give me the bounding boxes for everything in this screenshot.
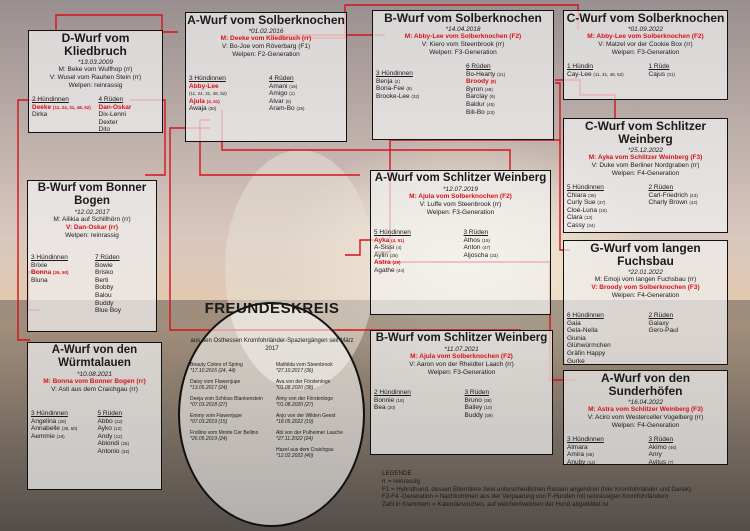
pup-cajus: Cajus (31) (648, 70, 675, 78)
litter-box-a-wuermtalauen (27, 342, 162, 490)
friend-entry: Aimy von der Förstenloge *01.08.2020 (27) (276, 396, 333, 408)
friend-entry: Emmy vom Flawenjupe *07.03.2019 (15) (190, 413, 242, 425)
pup-clara: Clara (13) (567, 214, 593, 222)
females-column (28, 254, 92, 315)
pups-generation: Welpen: reinrassig (68, 82, 123, 89)
males-column (646, 184, 728, 230)
litter-date: *01.02.2016 (248, 28, 284, 35)
pups-generation: Welpen: F4-Generation (611, 170, 680, 177)
litter-date: *22.01.2022 (627, 269, 664, 276)
litter-box-a-schlitzer-weinberg (370, 170, 551, 315)
mother-label: M: Astra vom Schlitzer Weinberg (F3) (588, 406, 703, 413)
friends-list-right (276, 362, 360, 464)
litter-date: *25.12.2022 (627, 147, 664, 154)
litter-date: *10.08.2021 (76, 371, 113, 378)
litter-title: C-Wurf vom Solberknochen (566, 11, 725, 25)
litter-parents (29, 66, 162, 90)
pup-bonna: Bonna (26, 50) (31, 269, 69, 277)
females-column (564, 63, 646, 78)
litter-pups (564, 436, 727, 466)
pup-anry: Anry (648, 451, 662, 459)
females-heading: 3 Hündinnen (189, 75, 226, 82)
pup-curly-sue: Curly Sue (37) (567, 199, 606, 207)
litter-box-c-schlitzer-weinberg (563, 118, 728, 233)
females-column (371, 389, 462, 419)
males-heading: 4 Rüden (98, 96, 124, 103)
friend-entry: Anjo von der Wilden Geest *18.05.2022 (19) (276, 413, 336, 425)
litter-title: A-Wurf von den Sunderhöfen (600, 371, 691, 398)
father-label: V: Bo-Joe vom Röverbarg (F1) (221, 43, 311, 50)
pup-bonnie: Bonnie (18) (374, 396, 405, 404)
litter-title: B-Wurf vom Solberknochen (384, 11, 542, 25)
litter-title: A-Wurf vom Solberknochen (187, 13, 345, 27)
friends-circle-title: FREUNDESKREIS (204, 300, 340, 317)
litter-date: *16.04.2022 (627, 399, 664, 406)
friend-entry: Hazel aus dem Craichgau *12.02.2022 (40) (276, 447, 334, 459)
males-heading: 4 Rüden (269, 75, 294, 82)
pup-agathe: Agathe (44) (374, 266, 405, 274)
litter-title: G-Wurf vom langen Fuchsbau (590, 241, 701, 268)
father-label: V: Aciro vom Westerceller Vogelberg (rr) (587, 414, 704, 421)
friends-list-left (190, 362, 270, 447)
litter-date: *13.03.2009 (77, 59, 114, 66)
females-heading: 2 Hündinnen (32, 96, 69, 103)
pup-amira: Amira (36) (567, 451, 594, 459)
friend-entry: Frollino vom Monte Cer Bellino *26.05.2019 (24) (190, 430, 259, 442)
litter-pups (373, 63, 553, 116)
friend-entry: Ava von der Förstenloge *01.08.2020 (38) (276, 379, 331, 391)
pups-generation: Welpen: F3-Generation (429, 49, 497, 56)
pup-ayko: Ayko (12) (97, 425, 122, 433)
pup-bea: Bea (20) (374, 404, 396, 412)
litter-box-c-solberknochen (563, 10, 728, 100)
litter-date: *01.09.2022 (627, 26, 664, 33)
pup-carl-friedrich: Carl-Friedrich (43) (648, 191, 698, 199)
mother-label: M: Deeke vom Kliedbruch (rr) (220, 35, 312, 42)
pup-gela-nella: Gela-Nella (567, 327, 598, 335)
father-label: V: Luffe vom Steenbrook (rr) (419, 201, 502, 208)
pup-gluehwuermchen: Glühwürmchen (567, 342, 611, 350)
pup-anuby: Anuby (14) (567, 458, 596, 466)
pup-gurke: Gurke (567, 357, 585, 365)
males-heading: 2 Rüden (648, 184, 674, 191)
litter-box-b-schlitzer-weinberg (370, 330, 553, 455)
males-heading: 7 Rüden (95, 254, 120, 261)
pup-cassy: Cassy (34) (567, 221, 595, 229)
pup-abby-lee-weeks: (11, 24, 31, 48, 52) (189, 91, 227, 97)
mother-label: M: Ajula vom Solberknochen (F2) (410, 353, 513, 360)
females-column (186, 75, 266, 113)
pup-bobby: Bobby (95, 284, 114, 292)
pup-ajula: Ajula (4, 51) (189, 97, 220, 105)
females-column (564, 312, 646, 365)
pup-abby-lee: Abby-Lee (189, 82, 219, 90)
pup-bluna: Bluna (31, 276, 48, 284)
males-heading: 6 Rüden (466, 63, 491, 70)
pup-barclay: Barclay (9) (466, 93, 495, 101)
father-label: V: Matzel vor der Cookie Box (rr) (598, 41, 693, 48)
mother-label: M: Ailikia auf Schillhörn (rr) (53, 216, 131, 223)
legend-line: Zahl in Klammern = Kalenderwochen, auf welcher/welchen der Hund abgebildet ist (382, 501, 609, 509)
pup-charly-brown: Charly Brown (42) (648, 199, 698, 207)
pup-graefin-happy: Gräfin Happy (567, 349, 606, 357)
females-heading: 1 Hündin (567, 63, 594, 70)
females-column (29, 96, 96, 134)
pup-abiondi: Abiondi (26) (97, 440, 130, 448)
mother-label: M: Bonna vom Bonner Bogen (rr) (43, 378, 146, 385)
litter-date: *11.07.2021 (444, 346, 479, 353)
pup-angelina: Angelina (28) (31, 417, 67, 425)
father-label: V: Aaron von der Rheidter Laach (rr) (409, 361, 514, 368)
pups-generation: Welpen: F4-Generation (611, 422, 680, 429)
litter-box-g-fuchsbau (563, 240, 728, 365)
litter-box-d-kliedbruch (28, 30, 163, 133)
males-column (462, 389, 553, 419)
legend-line: F2-F4 -Generation = Nachkommen aus der Verpaarung von F-Hunden mit reinrassigen Kromfohrländern (382, 493, 669, 501)
litter-pups (564, 63, 727, 78)
males-column (646, 63, 728, 78)
pup-bona-fee: Bona-Fee (9) (376, 85, 412, 93)
females-column (564, 184, 646, 230)
males-heading: 3 Rüden (648, 436, 674, 443)
pup-a-sissi: A-Sissi (4) (374, 244, 402, 252)
litter-date: *12.02.2017 (74, 209, 110, 216)
pup-bowie: Bowie (95, 261, 113, 269)
pup-galaxy: Galaxy (648, 319, 669, 327)
friend-entry: Deeja vom Schloss Blankenstein *07.03.2018 (27) (190, 396, 263, 408)
mother-label: M: Abby-Lee vom Solberknochen (F2) (587, 33, 704, 40)
pup-deeke: Deeke (11, 24, 31, 48, 52) (32, 103, 91, 111)
males-heading: 5 Rüden (97, 410, 123, 417)
pup-dito: Dito (98, 126, 111, 134)
litter-pups (29, 96, 162, 134)
mother-label: M: Emoji vom langen Fuchsbau (rr) (594, 276, 697, 283)
females-heading: 3 Hündinnen (567, 436, 604, 443)
pup-anton: Anton (47) (463, 244, 491, 252)
males-column (646, 436, 728, 466)
litter-title: B-Wurf vom Bonner Bogen (37, 182, 147, 207)
litter-title: A-Wurf von den Würmtalauen (51, 344, 138, 369)
legend-title: LEGENDE (382, 470, 412, 477)
males-heading: 1 Rüde (648, 63, 670, 70)
mother-label: M: Ajula vom Solberknochen (F2) (409, 193, 512, 200)
pup-gero-paul: Gero-Paul (648, 327, 679, 335)
litter-title: A-Wurf vom Schlitzer Weinberg (374, 172, 547, 184)
pup-dexter: Dexter (98, 118, 118, 126)
litter-pups (564, 184, 727, 230)
pup-alvar: Alvar (6) (269, 97, 292, 105)
father-label: V: Kiero vom Steenbrook (rr) (421, 41, 505, 48)
males-column (96, 96, 163, 134)
pup-baldur: Baldur (45) (466, 100, 495, 108)
pup-antonio: Antonio (32) (97, 447, 130, 455)
females-heading: 2 Hündinnen (374, 389, 411, 396)
pup-akimo: Akimo (46) (648, 443, 677, 451)
pup-brisko: Brisko (95, 269, 114, 277)
litter-title: C-Wurf vom Schlitzer Weinberg (584, 119, 707, 146)
friends-circle-subtitle: aus den Osthessen Kromfohrländer-Spaziergängen seit März 2017 (190, 338, 354, 352)
males-column (463, 63, 553, 116)
litter-box-a-sunderhoefen (563, 370, 728, 465)
males-column (266, 75, 346, 113)
pups-generation: Welpen: F4-Generation (611, 292, 680, 299)
pups-generation: Welpen: F3-Generation (427, 369, 496, 376)
mother-label: M: Beke vom Wulfhop (rr) (58, 66, 133, 73)
mother-label: M: Ayka vom Schlitzer Weinberg (F3) (588, 154, 703, 161)
pup-awaja: Awaja (30) (189, 105, 217, 113)
pup-annabelle: Annabelle (38, 50) (31, 425, 78, 433)
pup-chiara: Chiara (35) (567, 191, 596, 199)
pup-byron: Byron (49) (466, 85, 493, 93)
father-label: V: Asti aus dem Craichgau (rr) (51, 386, 138, 393)
litter-box-a-solberknochen (185, 12, 347, 142)
friend-entry: Mathilda vom Steenbrook *27.10.2017 (36) (276, 362, 333, 374)
litter-pups (28, 410, 161, 456)
friend-entry: Beauty Colors of Spring *17.10.2016 (24, 44) (190, 362, 243, 374)
pup-bailey: Bailey (10) (464, 404, 493, 412)
females-heading: 3 Hündinnen (31, 410, 68, 417)
pup-aljoscha: Aljoscha (33) (463, 251, 498, 259)
males-column (461, 229, 551, 275)
females-heading: 5 Hündinnen (374, 229, 411, 236)
pup-brooke-lee: Brooke-Lee (32) (376, 92, 420, 100)
pup-bo-hearty: Bo-Hearty (21) (466, 70, 506, 78)
litter-pups (564, 312, 727, 365)
pup-balou: Balou (95, 291, 112, 299)
friend-entry: Daisy vom Flawenjupe *13.05.2017 (24) (190, 379, 241, 391)
pups-generation: Welpen: reinrassig (65, 232, 119, 239)
litter-title: B-Wurf vom Schlitzer Weinberg (375, 332, 548, 344)
pup-avitus: Avitus (7) (648, 458, 674, 466)
pup-buddy: Buddy (39) (464, 411, 493, 419)
pup-giunia: Giunia (567, 334, 586, 342)
father-label: V: Broody vom Solberknochen (F3) (591, 284, 700, 291)
females-column (564, 436, 646, 466)
litter-box-b-bonner-bogen (27, 180, 157, 332)
males-heading: 3 Rüden (463, 229, 489, 236)
females-heading: 6 Hündinnen (567, 312, 604, 319)
pup-bill-bo: Bill-Bo (23) (466, 108, 495, 116)
pup-ayka: Ayka (4, 51) (374, 236, 405, 244)
females-heading: 3 Hündinnen (376, 70, 413, 77)
pup-berti: Berti (95, 276, 109, 284)
litter-date: *14.04.2018 (445, 26, 481, 33)
pup-aylin: Aylin (25) (374, 251, 398, 259)
pup-dirka: Dirka (32, 111, 48, 119)
pup-astra: Astra (29) (374, 259, 401, 267)
litter-box-b-solberknochen (372, 10, 554, 140)
father-label: V: Duke vom Berliner Nordgraben (rr) (591, 162, 700, 169)
pup-athos: Athos (15) (463, 236, 490, 244)
friend-entry: Abi von der Pulheimer Laache *27.11.2022 (24) (276, 430, 343, 442)
females-column (28, 410, 95, 456)
pup-cloe-luna: Cloé-Luna (15) (567, 206, 607, 214)
pups-generation: Welpen: F2-Generation (232, 51, 300, 58)
pup-aram-bo: Aram-Bo (25) (269, 105, 305, 113)
litter-date: *12.07.2019 (442, 186, 479, 193)
pup-cay-lee: Cay-Lee (11, 31, 48, 52) (567, 70, 624, 78)
males-column (646, 312, 728, 365)
pup-dix-lenni: Dix-Lenni (98, 111, 126, 119)
pup-andy: Andy (12) (97, 432, 123, 440)
pup-dan-oskar: Dan-Oskar (98, 103, 132, 111)
legend-line: rr = reinrassig (382, 477, 420, 485)
father-label: V: Dan-Oskar (rr) (65, 224, 119, 231)
pup-broody: Broody (8) (466, 78, 497, 86)
pup-blue-boy: Blue Boy (95, 307, 122, 315)
father-label: V: Wusel vom Rauhen Stein (rr) (49, 74, 142, 81)
legend (382, 470, 742, 509)
litter-pups (28, 254, 156, 315)
pup-buddy: Buddy (95, 299, 114, 307)
pup-brixie: Brixie (31, 261, 48, 269)
mother-label: M: Abby-Lee vom Solberknochen (F2) (404, 33, 522, 40)
pup-aemmie: Aemmie (19) (31, 432, 65, 440)
females-heading: 5 Hündinnen (567, 184, 604, 191)
males-column (95, 410, 162, 456)
females-column (371, 229, 461, 275)
pup-amigo: Amigo (1) (269, 90, 295, 98)
litter-title: D-Wurf vom Kliedbruch (61, 31, 130, 58)
females-heading: 3 Hündinnen (31, 254, 68, 261)
males-column (92, 254, 156, 315)
litter-pups (371, 389, 552, 419)
pup-almara: Almara (567, 443, 588, 451)
pup-bruno: Bruno (38) (464, 396, 492, 404)
pup-amani: Amani (16) (269, 82, 298, 90)
legend-line: F1 = Hybridhund, dessen Elterntiere zwei unterschiedlichen Rassen angehören (hier Kromfohrländer und Dansk) (382, 485, 692, 493)
males-heading: 3 Rüden (464, 389, 490, 396)
pups-generation: Welpen: F3-Generation (426, 209, 495, 216)
litter-pups (371, 229, 550, 275)
females-column (373, 63, 463, 116)
pup-abbo: Abbo (22) (97, 417, 123, 425)
litter-pups (186, 75, 346, 113)
pup-benja: Benja (2) (376, 77, 400, 85)
pups-generation: Welpen: F3-Generation (611, 49, 680, 56)
males-heading: 2 Rüden (648, 312, 674, 319)
pup-gaia: Gaia (567, 319, 581, 327)
